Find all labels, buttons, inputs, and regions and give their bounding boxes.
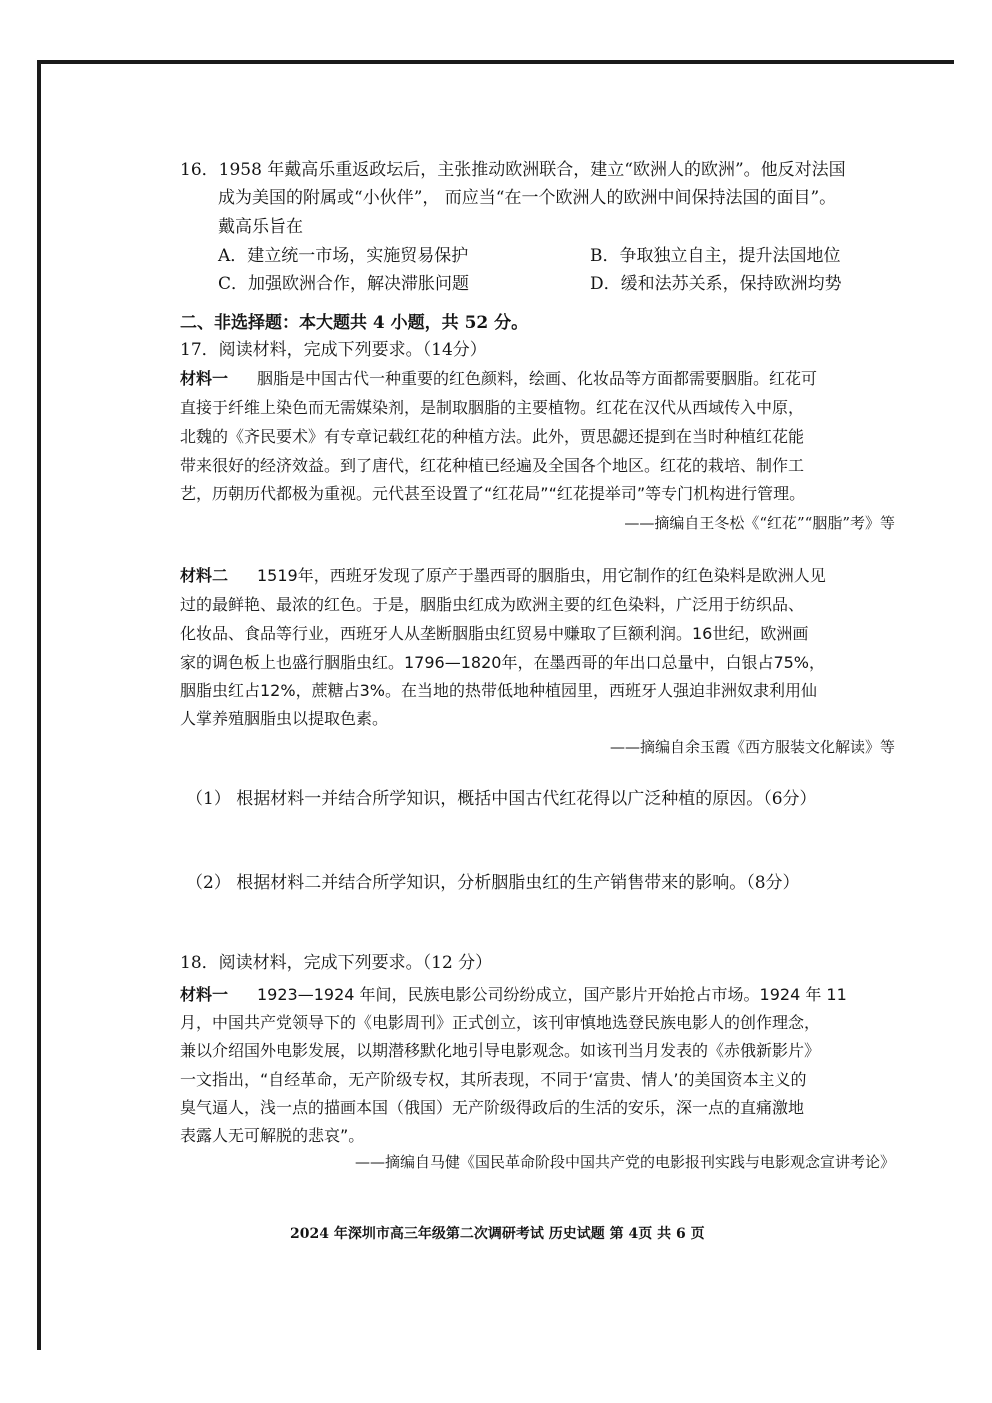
q17-subquestion-1: （1） 根据材料一并结合所学知识，概括中国古代红花得以广泛种植的原因。（6分） [186, 789, 817, 809]
section-2-heading: 二、非选择题：本大题共 4 小题，共 52 分。 [180, 313, 529, 333]
q17-material-2-line: 胭脂虫红占12%，蔗糖占3%。在当地的热带低地种植园里，西班牙人强迫非洲奴隶利用仙 [180, 681, 817, 700]
q17-material-1-line: 艺，历朝历代都极为重视。元代甚至设置了“红花局”“红花提举司”等专门机构进行管理。 [180, 484, 806, 503]
q16-option-b: B．争取独立自主，提升法国地位 [590, 246, 841, 266]
q18-material-1-line: 臭气逼人，浅一点的描画本国（俄国）无产阶级得政后的生活的安乐，深一点的直痛激地 [180, 1098, 805, 1117]
q18-title: 18．阅读材料，完成下列要求。（12 分） [180, 953, 493, 973]
q16-option-d: D．缓和法苏关系，保持欧洲均势 [590, 274, 842, 294]
q18-material-1-line: 1923—1924 年间，民族电影公司纷纷成立，国产影片开始抢占市场。1924 年 11 [257, 985, 847, 1004]
q18-material-1-label: 材料一 [180, 985, 229, 1004]
q17-material-1-source: ——摘编自王冬松《“红花”“胭脂”考》等 [624, 514, 895, 532]
q18-material-1-line: 表露人无可解脱的悲哀”。 [180, 1126, 365, 1145]
q17-material-2-label: 材料二 [180, 566, 229, 585]
q17-material-1-line: 胭脂是中国古代一种重要的红色颜料，绘画、化妆品等方面都需要胭脂。红花可 [257, 369, 818, 388]
q16-stem-line-3: 戴高乐旨在 [218, 217, 303, 237]
q17-subquestion-2: （2） 根据材料二并结合所学知识，分析胭脂虫红的生产销售带来的影响。（8分） [186, 873, 800, 893]
q17-material-1-line: 直接于纤维上染色而无需媒染剂，是制取胭脂的主要植物。红花在汉代从西域传入中原， [180, 398, 805, 417]
page-footer: 2024 年深圳市高三年级第二次调研考试 历史试题 第 4页 共 6 页 [290, 1226, 705, 1242]
q18-material-1-line: 月，中国共产党领导下的《电影周刊》正式创立，该刊审慎地选登民族电影人的创作理念， [180, 1013, 821, 1032]
q17-material-1-line: 北魏的《齐民要术》有专章记载红花的种植方法。此外，贾思勰还提到在当时种植红花能 [180, 427, 805, 446]
q16-stem-line-1: 16．1958 年戴高乐重返政坛后，主张推动欧洲联合，建立“欧洲人的欧洲”。他反对法国 [180, 160, 846, 180]
q17-material-1-line: 带来很好的经济效益。到了唐代，红花种植已经遍及全国各个地区。红花的栽培、制作工 [180, 456, 805, 475]
q16-option-c: C．加强欧洲合作，解决滞胀问题 [218, 274, 470, 294]
page-border-top [38, 60, 954, 64]
q16-stem-line-2: 成为美国的附属或“小伙伴”， 而应当“在一个欧洲人的欧洲中间保持法国的面目”。 [218, 188, 837, 208]
q18-material-1-line: 兼以介绍国外电影发展，以期潜移默化地引导电影观念。如该刊当月发表的《赤俄新影片》 [180, 1041, 821, 1060]
q17-title: 17．阅读材料，完成下列要求。（14分） [180, 340, 487, 360]
q17-material-2-source: ——摘编自余玉霞《西方服装文化解读》等 [609, 738, 895, 756]
page-border-left [37, 60, 41, 1350]
q16-option-a: A．建立统一市场，实施贸易保护 [218, 246, 469, 266]
q18-material-1-line: 一文指出，“自经革命，无产阶级专权，其所表现，不同于‘富贵、情人’的美国资本主义的 [180, 1070, 807, 1089]
q17-material-2-line: 过的最鲜艳、最浓的红色。于是，胭脂虫红成为欧洲主要的红色染料，广泛用于纺织品、 [180, 595, 805, 614]
q17-material-2-line: 人掌养殖胭脂虫以提取色素。 [180, 709, 389, 728]
q17-material-1-label: 材料一 [180, 369, 229, 388]
q17-material-2-line: 化妆品、食品等行业，西班牙人从垄断胭脂虫红贸易中赚取了巨额利润。16世纪，欧洲画 [180, 624, 809, 643]
q17-material-2-line: 1519年，西班牙发现了原产于墨西哥的胭脂虫，用它制作的红色染料是欧洲人见 [257, 566, 826, 585]
q17-material-2-line: 家的调色板上也盛行胭脂虫红。1796—1820年，在墨西哥的年出口总量中，白银占75%， [180, 653, 826, 672]
q18-material-1-source: ——摘编自马健《国民革命阶段中国共产党的电影报刊实践与电影观念宣讲考论》 [354, 1153, 895, 1171]
